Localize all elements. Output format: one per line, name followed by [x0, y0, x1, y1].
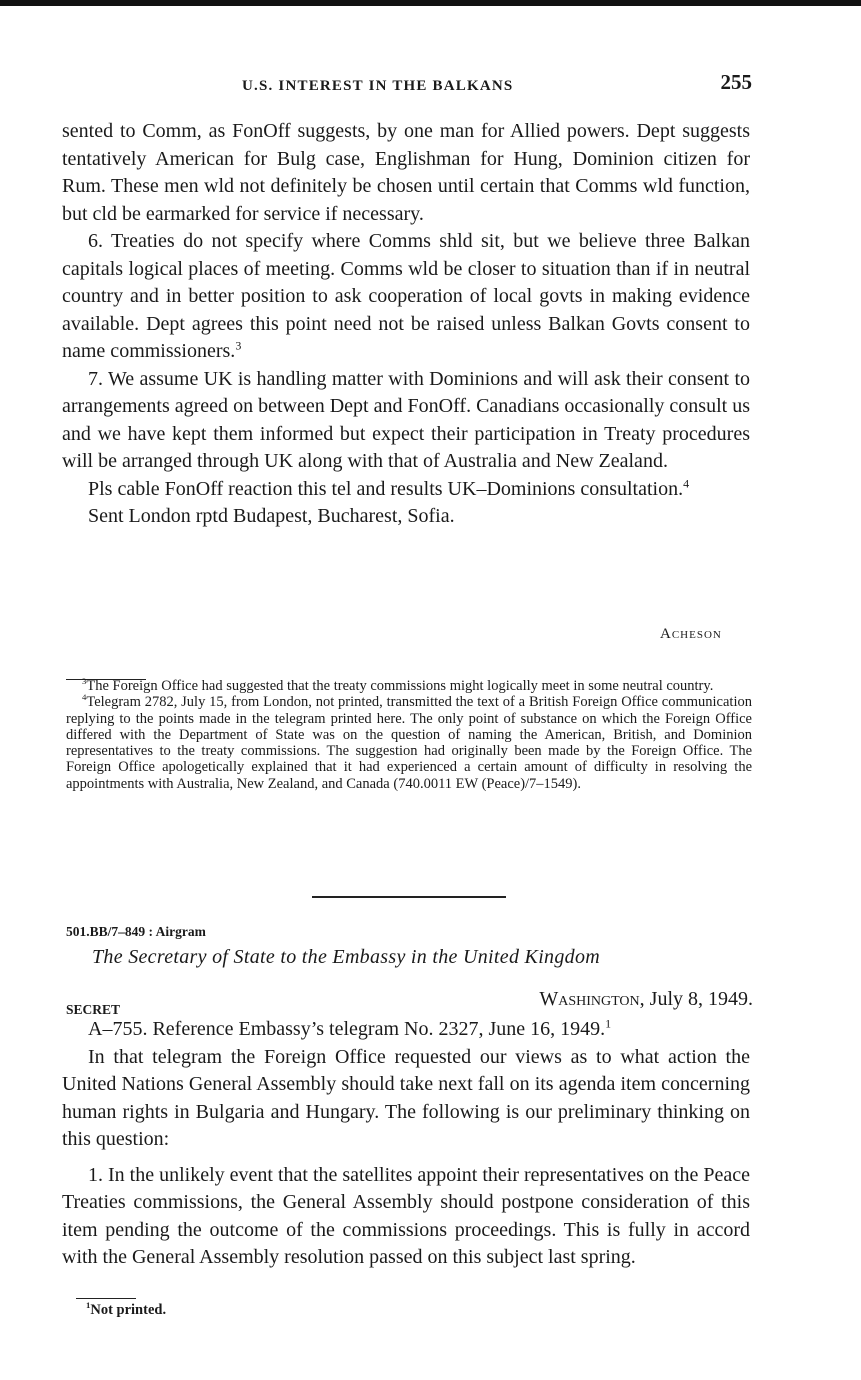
- dateline: [539, 988, 753, 1011]
- paragraph-reference: A–755. Reference Embassy’s telegram No. 2327, June 16, 1949.$^1$: [88, 1016, 612, 1040]
- footnotes: [66, 678, 752, 792]
- paragraph-item-1: 1. In the unlikely event that the satellites appoint their representatives on the Peace Treaties commissions, the General Assembly should postpone consideration of this item pending the outcome of the commissions proceedings. This is fully in accord with the General Assembly resolution passed on this subject last spring.: [62, 1163, 751, 1268]
- footnote-ref: 1: [605, 1016, 612, 1031]
- dateline-place: Washington,: [539, 988, 645, 1010]
- document-title: The Secretary of State to the Embassy in the United Kingdom: [92, 946, 600, 968]
- section-separator: [312, 896, 506, 898]
- footnote-rule: [76, 1298, 136, 1299]
- footnote-1: $^1$Not printed.: [86, 1300, 167, 1318]
- paragraph-item-7: 7. We assume UK is handling matter with Dominions and will ask their consent to arrangements agreed on between Dept and FonOff. Canadians occasionally consult us and we have kept them informed but expect their participation in Treaty procedures will be arranged through UK along with that of Australia and New Zealand.: [62, 367, 750, 472]
- paragraph-intro: In that telegram the Foreign Office requested our views as to what action the United Nations General Assembly should take next fall on its agenda item concerning human rights in Bulgaria and Hungary. The following is our preliminary thinking on this question:: [62, 1045, 750, 1150]
- footnote-ref: 3: [235, 338, 242, 353]
- airgram-body: [62, 1016, 750, 1272]
- dateline-date: July 8, 1949.: [649, 988, 753, 1010]
- classification-label: SECRET: [66, 1002, 121, 1017]
- scan-top-edge: [0, 0, 861, 6]
- running-title: U.S. INTEREST IN THE BALKANS: [242, 78, 514, 94]
- footnote-4: $^4$Telegram 2782, July 15, from London, not printed, transmitted the text of a British Foreign Office communication replying to the points made in the telegram printed here. The only point of substance on which the Foreign Office differed with the Department of State was on the question of naming the American, British, and Dominion representatives to the treaty commissions. The suggestion had originally been made by the Foreign Office. The Foreign Office apologetically explained that it had experienced a certain amount of difficulty in resolving the appointments with Australia, New Zealand, and Canada (740.0011 EW (Peace)/7–1549).: [66, 692, 752, 792]
- page-header: [62, 70, 752, 100]
- telegram-body: [62, 118, 750, 531]
- paragraph-item-6: 6. Treaties do not specify where Comms shld sit, but we believe three Balkan capitals logical places of meeting. Comms wld be closer to situation than if in neutral country and in better position to ask cooperation of local govts in making evidence available. Dept agrees this point need not be raised unless Balkan Govts consent to name commissioners.$^3$: [62, 230, 750, 362]
- paragraph-continuation: sented to Comm, as FonOff suggests, by one man for Allied powers. Dept suggests tentatively American for Bulg case, Englishman for Hung, Dominion citizen for Rum. These men wld not definitely be chosen until certain that Comms wld function, but cld be earmarked for service if necessary.: [62, 120, 750, 225]
- footnote-3: $^3$The Foreign Office had suggested that the treaty commissions might logically meet in some neutral country.: [82, 676, 714, 694]
- footnote-ref: 4: [683, 475, 690, 490]
- page-number: 255: [720, 70, 752, 94]
- paragraph-distribution: Sent London rptd Budapest, Bucharest, Sofia.: [88, 505, 455, 527]
- signature: Acheson: [660, 626, 722, 642]
- file-reference: 501.BB/7–849 : Airgram: [66, 924, 206, 939]
- paragraph-request: Pls cable FonOff reaction this tel and results UK–Dominions consultation.$^4$: [88, 475, 690, 500]
